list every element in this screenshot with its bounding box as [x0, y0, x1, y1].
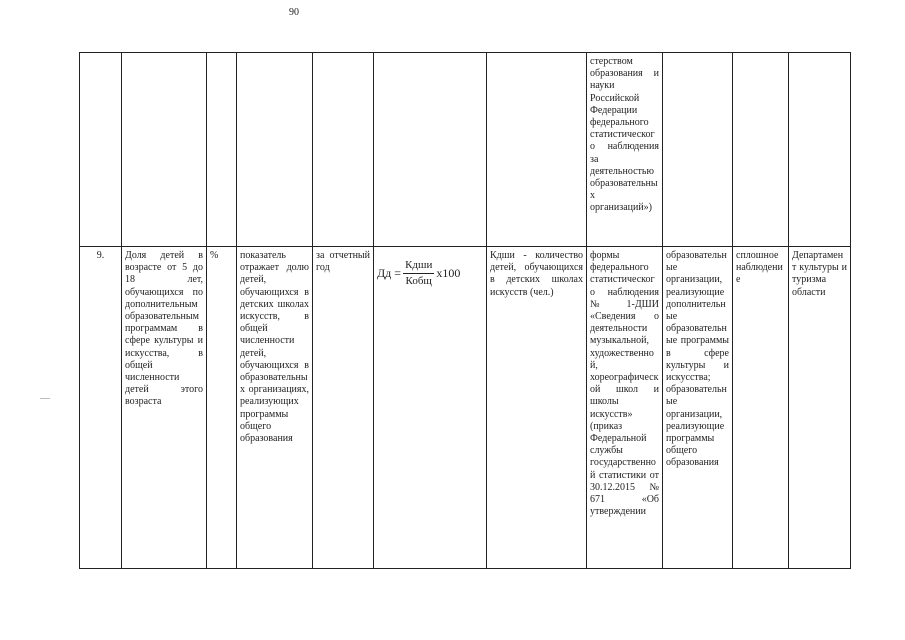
cell-period: за отчетный год — [313, 247, 374, 569]
cell-responsible: Департамент культуры и туризма области — [789, 247, 851, 569]
table-row-9 — [80, 247, 851, 569]
cell-objects: образовательные организации, реализующие дополнительные образовательные программы в сфере культуры и искусства; образовательные организации, реализующие программы общего образования — [663, 247, 733, 569]
page-number: 90 — [289, 7, 299, 18]
cell-empty — [487, 53, 587, 247]
cell-variables: Кдши - количество детей, обучающихся в детских школах искусств (чел.) — [487, 247, 587, 569]
cell-empty — [122, 53, 207, 247]
formula-multiplier: x100 — [436, 266, 461, 281]
cell-empty — [207, 53, 237, 247]
cell-empty — [313, 53, 374, 247]
cell-row-number: 9. — [80, 247, 122, 569]
formula-fraction — [403, 259, 434, 288]
cell-empty — [237, 53, 313, 247]
cell-indicator-name: Доля детей в возрасте от 5 до 18 лет, обучающихся по дополнительным образовательным программам в сфере культуры и искусства, в общей численности детей этого возраста — [122, 247, 207, 569]
margin-mark — [40, 398, 50, 399]
formula-lhs: Дд = — [377, 266, 402, 281]
indicator-table — [79, 52, 851, 569]
cell-empty — [374, 53, 487, 247]
formula-numerator: Кдши — [403, 259, 434, 274]
cell-description: показатель отражает долю детей, обучающихся в детских школах искусств, в общей численности детей, обучающихся в образовательных организациях, реализующих программы общего образования — [237, 247, 313, 569]
cell-empty — [733, 53, 789, 247]
cell-method: сплошное наблюдение — [733, 247, 789, 569]
cell-source-continuation: стерством образования и науки Российской Федерации федерального статистического наблюдения за деятельностью образовательных организаций») — [587, 53, 663, 247]
cell-empty — [80, 53, 122, 247]
cell-empty — [789, 53, 851, 247]
cell-empty — [663, 53, 733, 247]
cell-formula — [374, 247, 487, 569]
formula-denominator: Кобщ — [405, 275, 432, 287]
formula — [377, 259, 483, 288]
cell-unit: % — [207, 247, 237, 569]
table-row-continuation — [80, 53, 851, 247]
cell-source: формы федерального статистического наблюдения № 1-ДШИ «Сведения о деятельности музыкальной, художественной, хореографической школ и школы искусств» (приказ Федеральной службы государственной статистики от 30.12.2015 № 671 «Об утверждении — [587, 247, 663, 569]
